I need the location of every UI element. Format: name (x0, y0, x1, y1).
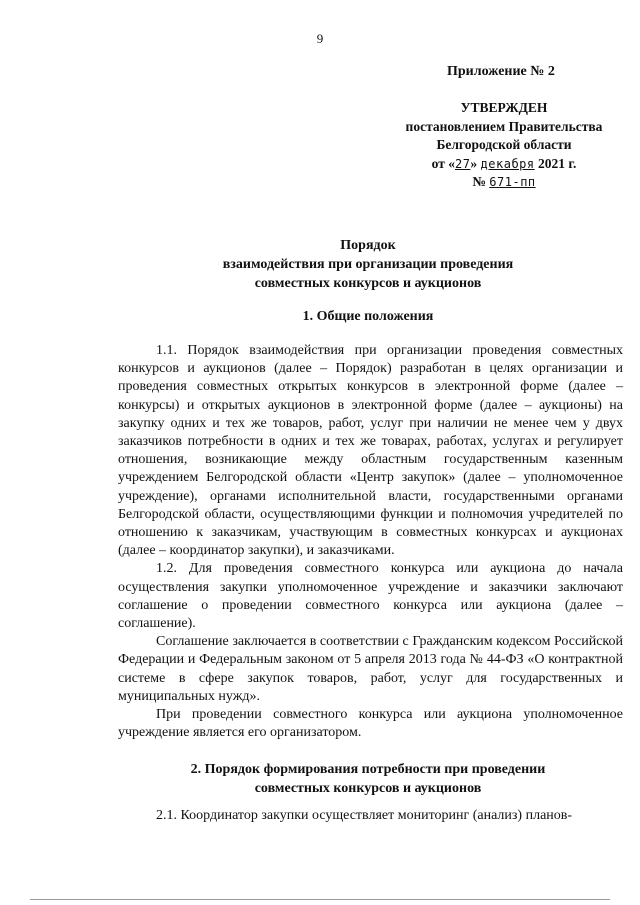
document-title (118, 236, 618, 293)
approval-date (380, 155, 628, 174)
section-1-body (118, 342, 623, 742)
paragraph-agreement: Соглашение заключается в соответствии с Гражданским кодексом Российской Федерации и Федеральным законом от 5 апреля 2013 года № 44-ФЗ «О контрактной системе в сфере закупок товаров, работ, услуг для государственных и муниципальных нужд». (118, 634, 623, 704)
paragraph-2-1: 2.1. Координатор закупки осуществляет мониторинг (анализ) планов- (156, 808, 573, 823)
section-2-heading (118, 760, 618, 798)
approval-number (380, 173, 628, 192)
section-2-body (118, 807, 623, 825)
appendix-label: Приложение № 2 (447, 64, 555, 79)
title-line-1: Порядок (340, 238, 396, 253)
section-2-heading-line-1: 2. Порядок формирования потребности при проведении (190, 762, 546, 777)
decree-number: 671-пп (489, 175, 536, 189)
date-month: декабря (480, 156, 535, 171)
approval-region: Белгородской области (436, 137, 572, 152)
section-1-heading: 1. Общие положения (302, 309, 434, 324)
paragraph-1-1: 1.1. Порядок взаимодействия при организации проведения совместных конкурсов и аукционов (далее – Порядок) разработан в целях организации и проведения совместных открытых конкурсов в электронной форме (далее – конкурсы) и открытых аукционов в электронной форме (далее – аукционы) на закупку одних и тех же товаров, работ, услуг при наличии не менее чем у двух заказчиков потребности в одних и тех же товарах, работах, услугах и регулирует отношения, возникающие между областным государственным казенным учреждением Белгородской области «Центр закупок» (далее – уполномоченное учреждение), органами исполнительной власти, государственными органами Белгородской области, осуществляющими функции и полномочия учредителей по отношению к заказчикам, участвующим в совместных конкурсах и аукционах (далее – координатор закупки), и заказчиками. (118, 343, 623, 559)
number-prefix: № (472, 174, 486, 189)
approval-decree: постановлением Правительства (405, 118, 603, 134)
date-year: 2021 г. (538, 155, 577, 171)
approval-block (380, 99, 628, 192)
scan-edge-line (30, 899, 610, 900)
title-line-3: совместных конкурсов и аукционов (254, 276, 482, 291)
paragraph-organizer: При проведении совместного конкурса или аукциона уполномоченное учреждение является его организатором. (118, 707, 623, 741)
section-2-heading-line-2: совместных конкурсов и аукционов (254, 781, 482, 796)
page-number: 9 (316, 31, 324, 46)
approval-title: УТВЕРЖДЕН (460, 100, 548, 115)
date-prefix: от « (431, 155, 455, 171)
date-mid: » (470, 155, 478, 171)
date-day: 27 (454, 156, 471, 171)
title-line-2: взаимодействия при организации проведения (222, 257, 514, 272)
paragraph-1-2: 1.2. Для проведения совместного конкурса или аукциона до начала осуществления закупки уполномоченное учреждение и заказчики заключают соглашение о проведении совместного конкурса или аукциона (далее – соглашение). (118, 561, 623, 632)
